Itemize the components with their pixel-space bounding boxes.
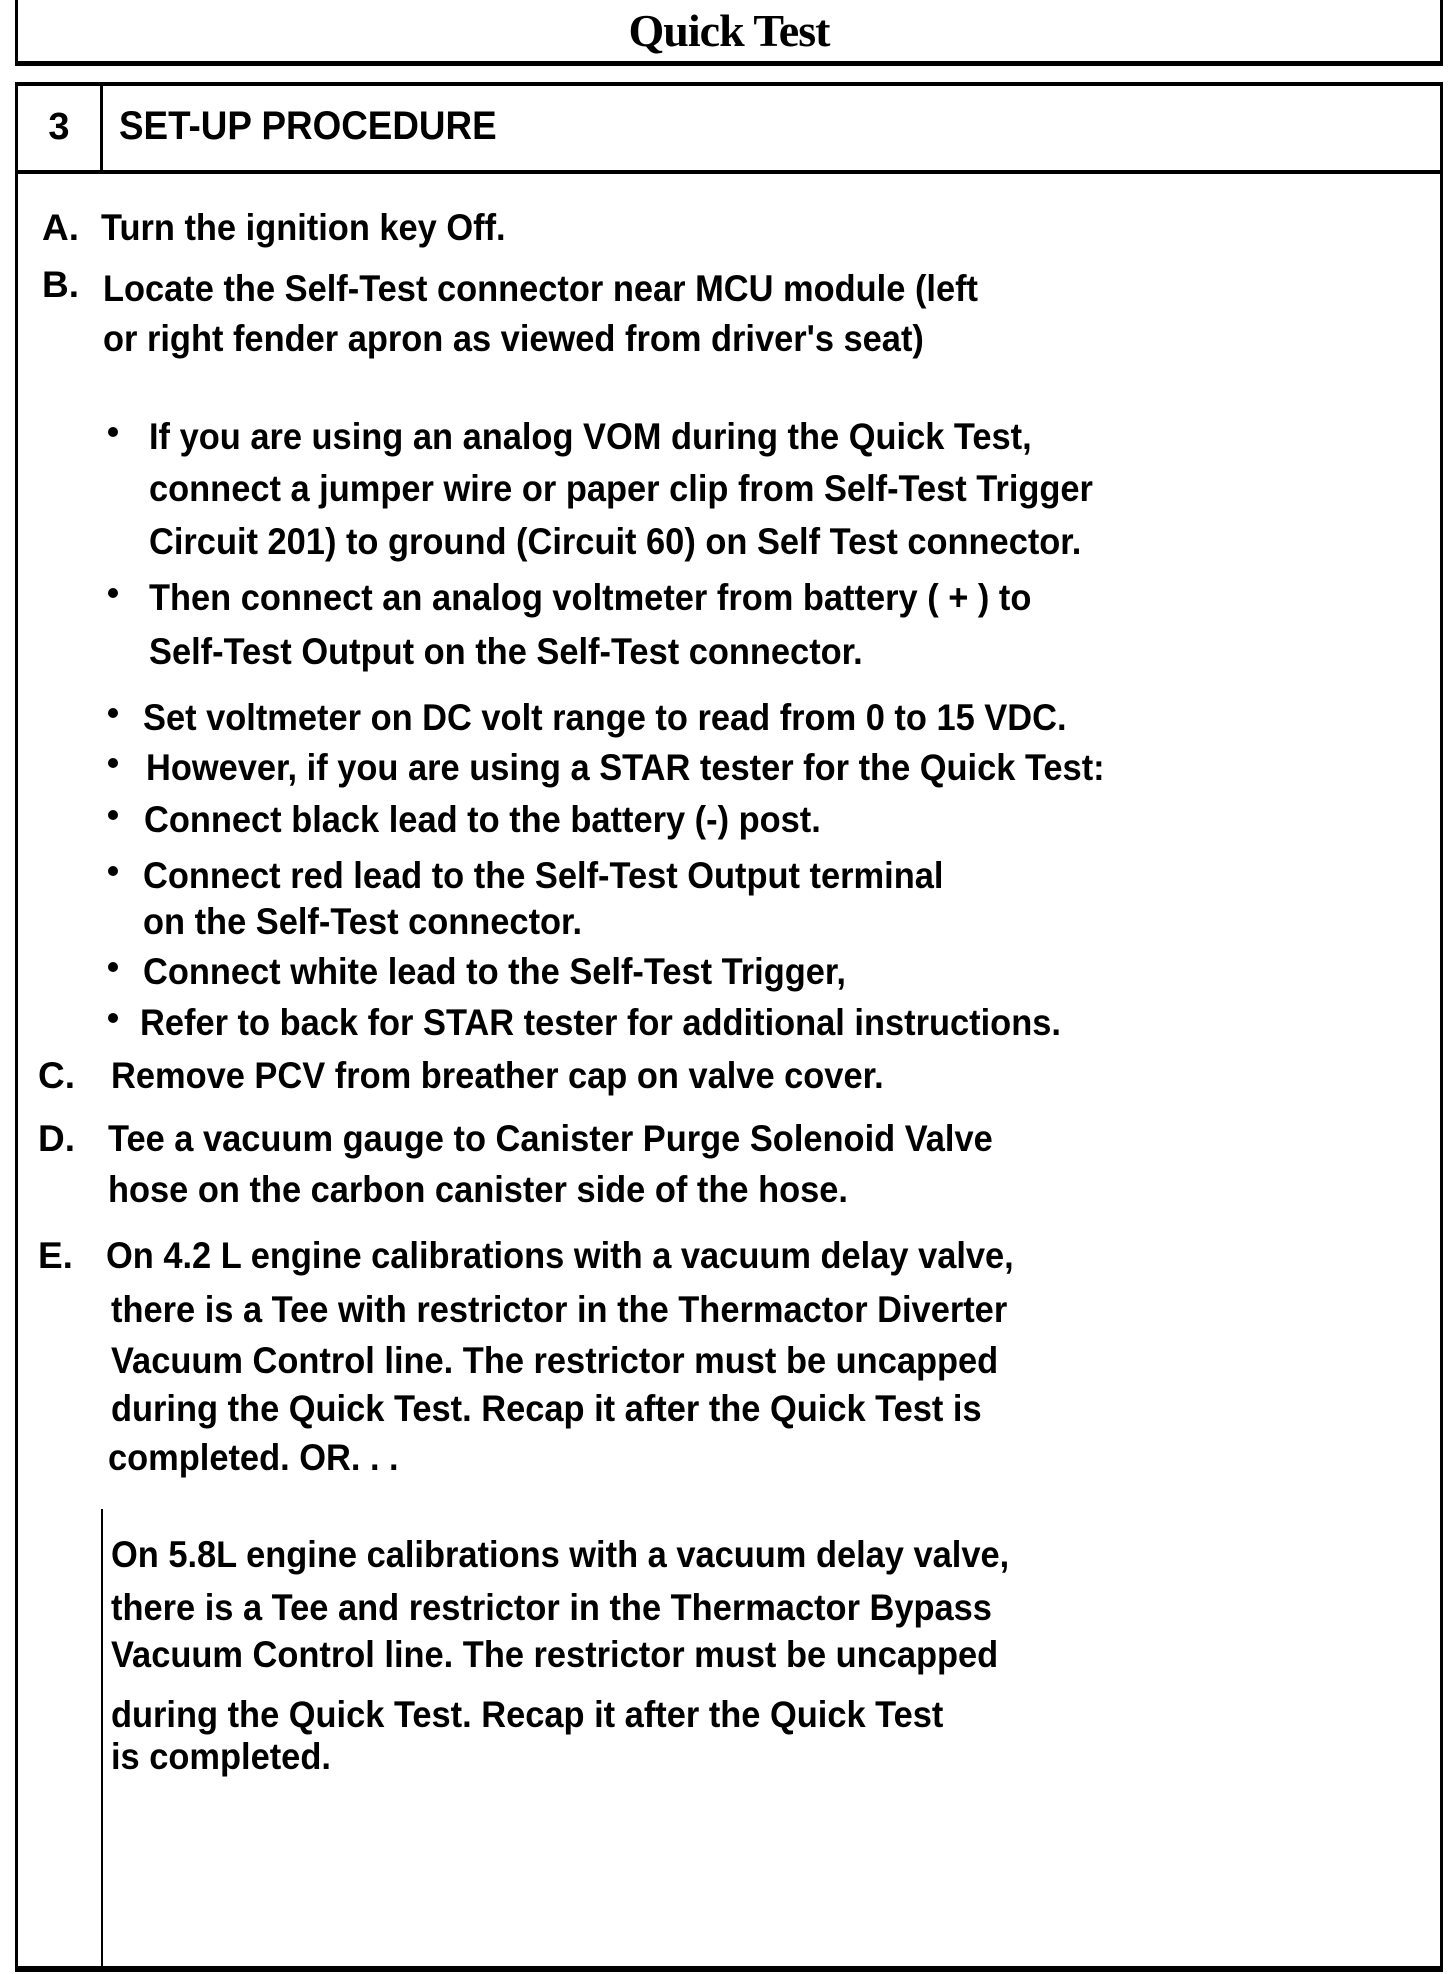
alt-text: On 5.8L engine calibrations with a vacuum delay valve, [111,1534,1010,1575]
bullet-text: Set voltmeter on DC volt range to read from 0 to 15 VDC. [143,697,1067,738]
step-text: On 4.2 L engine calibrations with a vacuum delay valve, [106,1235,1014,1276]
bullet-text: Connect red lead to the Self-Test Output terminal [143,855,944,896]
bullet-text: Self-Test Output on the Self-Test connector. [149,631,863,672]
bullet-icon [108,427,118,437]
step-label: B. [42,264,79,305]
bullet-icon [108,708,118,718]
alt-text: during the Quick Test. Recap it after the Quick Test [111,1694,944,1735]
bullet-icon [108,588,118,598]
bullet-text: connect a jumper wire or paper clip from Self-Test Trigger [149,468,1093,509]
divider [100,86,103,170]
section-header [15,82,1443,174]
bullet-text: Connect black lead to the battery (-) post. [144,799,821,840]
step-text: completed. OR. . . [108,1437,399,1478]
bullet-icon [108,810,118,820]
bullet-text: Then connect an analog voltmeter from battery ( + ) to [149,577,1032,618]
alt-text: there is a Tee and restrictor in the Thermactor Bypass [111,1587,992,1628]
step-text: Vacuum Control line. The restrictor must be uncapped [111,1340,999,1381]
bullet-text: Circuit 201) to ground (Circuit 60) on Self Test connector. [149,521,1082,562]
step-text: Locate the Self-Test connector near MCU module (left [103,268,979,309]
section-number: 3 [48,106,70,148]
bullet-icon [108,758,118,768]
step-text: Tee a vacuum gauge to Canister Purge Solenoid Valve [108,1118,993,1159]
page-title: Quick Test [628,5,830,56]
alt-text: Vacuum Control line. The restrictor must be uncapped [111,1634,999,1675]
bullet-text: on the Self-Test connector. [143,901,583,942]
step-label: A. [42,207,79,248]
step-text: Remove PCV from breather cap on valve cover. [111,1055,884,1096]
title-bar [15,0,1443,66]
bullet-text: If you are using an analog VOM during the Quick Test, [149,416,1032,457]
bullet-text: Connect white lead to the Self-Test Trigger, [143,951,846,992]
bullet-icon [108,962,118,972]
bullet-icon [108,1013,118,1023]
step-label: E. [38,1235,73,1276]
bullet-text: Refer to back for STAR tester for additional instructions. [140,1002,1061,1043]
step-label: C. [38,1055,75,1096]
bullet-text: However, if you are using a STAR tester for the Quick Test: [146,747,1105,788]
step-text: there is a Tee with restrictor in the Thermactor Diverter [111,1289,1008,1330]
section-title: SET-UP PROCEDURE [119,104,497,148]
step-text: hose on the carbon canister side of the hose. [108,1169,848,1210]
step-text: or right fender apron as viewed from driver's seat) [103,318,924,359]
step-label: D. [38,1118,75,1159]
step-text: Turn the ignition key Off. [101,207,506,248]
margin-rule [101,1509,103,1971]
alt-text: is completed. [111,1736,331,1777]
step-text: during the Quick Test. Recap it after the Quick Test is [111,1388,982,1429]
bullet-icon [108,866,118,876]
